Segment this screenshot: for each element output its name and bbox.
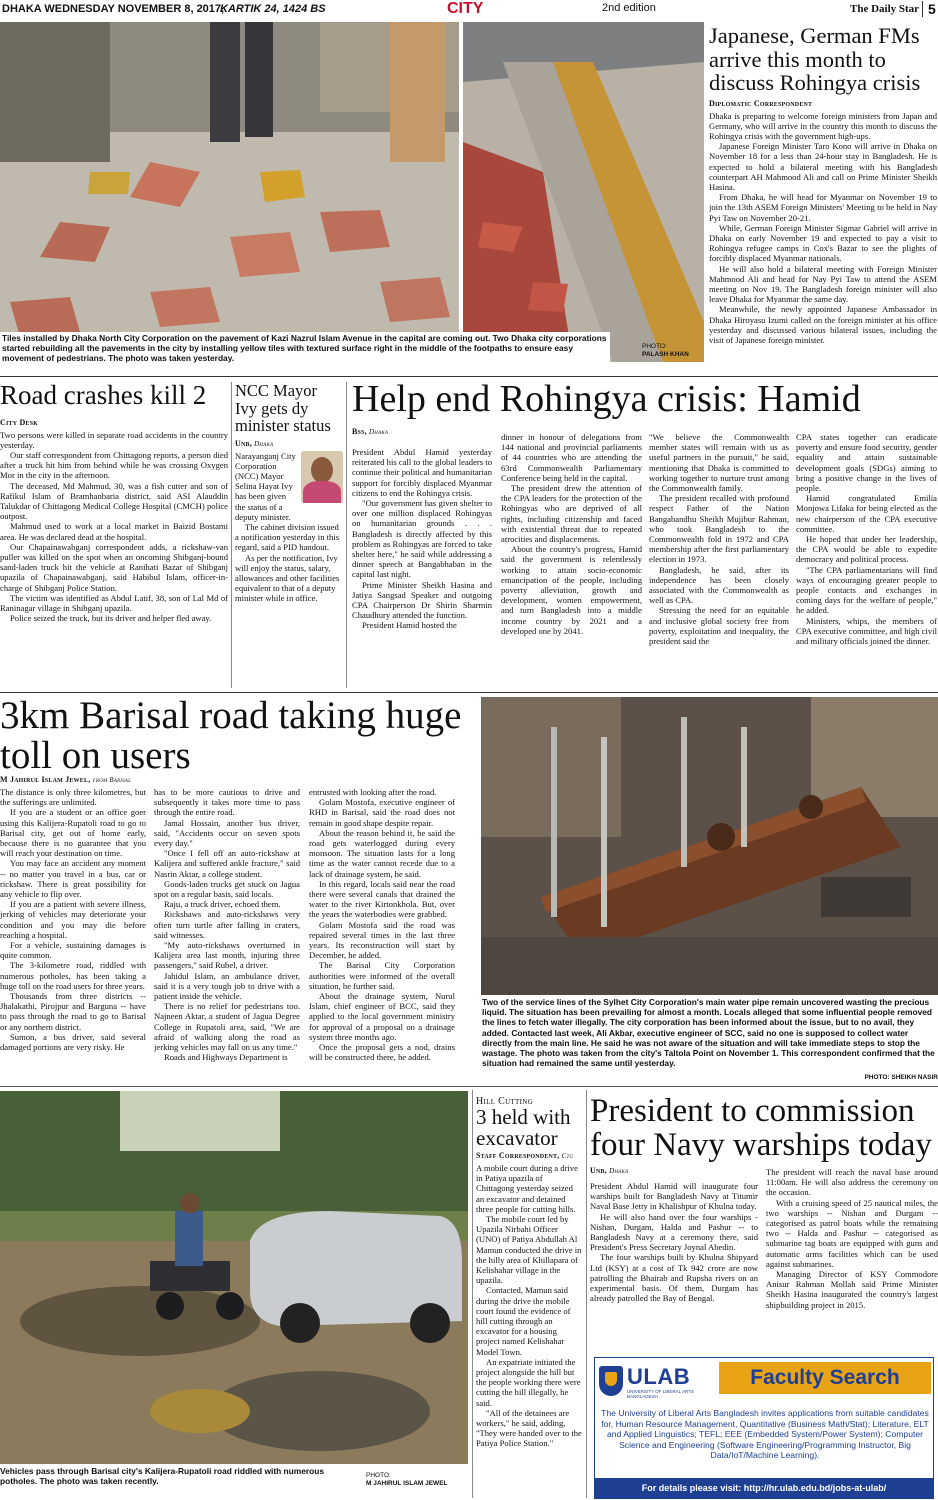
hamid-para: Ministers, whips, the members of CPA executive committee, and high civil and military officials joined the dinner.: [796, 615, 937, 647]
section-label: CITY: [447, 0, 484, 17]
barisal-para: "Once I fell off an auto-rickshaw at Kalijera and suffered ankle fracture," said Nasrin Aktar, a college student.: [154, 848, 300, 879]
edition-label: 2nd edition: [602, 2, 656, 14]
ulab-advertisement: [594, 1357, 934, 1499]
hamid-col-3: [649, 432, 789, 690]
hamid-para: The president drew the attention of the CPA leaders for the protection of the Rohingyas who are deprived of all rights, including citizenship and faced with existential threat due to repeated atrocities and displacements.: [501, 483, 642, 545]
pavement-tiles-image: [0, 22, 459, 350]
ncc-mayor-byline: [235, 439, 343, 448]
photo-credit-label: PHOTO:: [642, 343, 667, 350]
byline-place: Dhaka: [369, 427, 389, 436]
barisal-para: Golam Mostofa said the road was repaired several times in the last three years. Its reconstruction will start by December, he added.: [309, 919, 455, 961]
hamid-para: "The CPA parliamentarians will find ways of encouraging greater people to people contacts and exchanges in coming days for the welfare of people," he added.: [796, 564, 937, 616]
road-crash-para: Two persons were killed in separate road accidents in the country yesterday.: [0, 429, 228, 450]
hamid-para: dinner in honour of delegations from 144 national and provincial parliaments of 44 countries who are attending the 63rd Commonwealth Parliamentary Conference being held in the capital.: [501, 432, 642, 483]
hill-cutting-para: A mobile court during a drive in Patiya upazila of Chittagong yesterday seized an excavator and detained three people for cutting hills.: [476, 1163, 578, 1214]
barisal-road-caption: Vehicles pass through Barisal city's Kalijera-Rupatoli road riddled with numerous potholes. The photo was taken recently.: [0, 1466, 325, 1487]
faculty-search-link[interactable]: For details please visit: http://hr.ulab.edu.bd/jobs-at-ulab/: [595, 1478, 933, 1498]
barisal-para: Rickshaws and auto-rickshaws very often turn turtle after falling in craters, said witnesses.: [154, 909, 300, 940]
navy-col-2: [766, 1167, 938, 1351]
hill-cutting-kicker: Hill Cutting: [476, 1096, 533, 1107]
fm-story-headline: Japanese, German FMs arrive this month to discuss Rohingya crisis: [709, 24, 921, 95]
barisal-col-2: [154, 787, 300, 1097]
barisal-para: entrusted with looking after the road.: [309, 787, 437, 797]
hamid-para: "We believe the Commonwealth member states will remain with us as useful partners in the pursuit," he said, mentioning that Dhaka is committed to working together to nurture trust among the Commonwealth family.: [649, 432, 789, 494]
masthead: [0, 0, 938, 22]
hamid-para: President Hamid hosted the: [362, 620, 457, 631]
road-crash-story: [0, 382, 228, 688]
hill-cutting-headline: 3 held with excavator: [476, 1105, 571, 1150]
hamid-para: Hamid congratulated Emilia Monjowa Lifaka for being elected as the new chairperson of the CPA executive committee.: [796, 493, 937, 534]
barisal-para: "My auto-rickshaws overturned in Kalijera area last month, injuring three passengers," said Rubel, a driver.: [154, 940, 300, 971]
fm-story-para: While, German Foreign Minister Sigmar Gabriel will arrive in Dhaka on early November 19 and expected to pay a visit to Rohingya refugee camps in Cox's Bazar to see the plights of forcibly displaced Myanmar nationals.: [709, 222, 937, 264]
road-crash-byline: City Desk: [0, 417, 39, 427]
navy-para: The four warships built by Khulna Shipyard Ltd (KSY) at a cost of Tk 942 crore are now patrolling the Bhairab and Rupsha rivers on an experimental basis. Of them, Durgam has already patrolled the Bay of Bengal.: [590, 1252, 758, 1304]
hamid-para: About the country's progress, Hamid said the government is relentlessly working to attain socio-economic emancipation of the people, including poverty alleviation, growth and development, women empowerment, and turn Bangladesh into a middle income country by 2021 and a developed one by 2041.: [501, 544, 642, 636]
barisal-para: If you are a student or an office goer using this Kalijera-Rupatoli road to go to Barisal city, get out of home early, because there is no guarantee that you will reach your destination on time.: [0, 807, 146, 859]
barisal-para: The distance is only three kilometres, but the sufferings are unlimited.: [0, 787, 146, 808]
barisal-para: Sumon, a bus driver, said several damaged portions are very risky. He: [0, 1031, 146, 1053]
navy-para: President Abdul Hamid will inaugurate four warships built for Bangladesh Navy at Titumir Naval Base Jetty in Khalishpur of Khulna today.: [590, 1181, 758, 1212]
ncc-mayor-body: [235, 451, 343, 604]
hamid-para: President Abdul Hamid yesterday reiterated his call to the global leaders to continue their political and humanitarian support for forcibly displaced Myanmar citizens to end the Rohingya crisis.: [352, 447, 492, 498]
hill-cutting-story: [476, 1096, 582, 1500]
hamid-para: The president recalled with profound respect Father of the Nation Bangabandhu Sheikh Mujibur Rahman, who took Bangladesh to the Commonwealth fold in 1972 and CPA membership after the first parliamentary election in 1973.: [649, 493, 789, 565]
potholed-road-image: [0, 1091, 468, 1464]
mayor-portrait: [301, 451, 343, 503]
hill-cutting-byline: [476, 1151, 582, 1160]
navy-col-1: [590, 1181, 758, 1351]
barisal-para: Raju, a truck driver, echoed them.: [164, 899, 281, 910]
ulab-shield-icon: [599, 1366, 623, 1396]
hamid-col-4: [796, 432, 937, 690]
fm-story-para: Dhaka is preparing to welcome foreign ministers from Japan and Germany, who will arrive in the country this month to discuss the Rohingya crisis with the government high-ups.: [709, 110, 937, 141]
fm-story: [709, 24, 937, 374]
hamid-para: Bangladesh, he said, after its independence has been closely associated with the Commonwealth as well as CPA.: [649, 564, 789, 606]
ncc-mayor-para: Narayanganj City Corporation (NCC) Mayor Selina Hayat Ivy has been given the status of a deputy minister.: [235, 450, 296, 522]
barisal-para: Goods-laden trucks get stuck on Jagua spot on a regular basis, said locals.: [154, 878, 300, 900]
barisal-col-3: [309, 787, 455, 1097]
road-crash-para: Our Chapainawabganj correspondent adds, a rickshaw-van puller was killed on the spot when an oncoming Shibganj-bound sand-laden truck hit the vehicle at Ranihati Bazar of Shibganj upazila of Chapainawabganj, said Habibul Islam, officer-in-charge of Shibganj Police Station.: [0, 541, 228, 593]
divider: [0, 376, 938, 377]
byline-place: Ctg: [561, 1152, 574, 1160]
road-crash-para: The deceased, Md Mahmud, 30, was a fish cutter and son of Rafikul Islam of Bramhanbaria district, said ASI Alauddin Talukdar of Chittagong Medical College Hospital (CMCH) police outpost.: [0, 480, 228, 522]
ncc-mayor-para: As per the notification, Ivy will enjoy the status, salary, allowances and other facilities equivalent to that of a deputy minister while in office.: [235, 552, 340, 604]
byline-place: Dhaka: [609, 1167, 629, 1175]
barisal-para: Thousands from three districts -- Jhalakathi, Pirojpur and Barguna -- have to pass through the road to go to Barisal or any northern district.: [0, 991, 146, 1032]
hill-cutting-para: The mobile court led by Upazila Nirbahi Officer (UNO) of Patiya Abdullah Al Mamun conducted the drive in the hilly area of Khillapara of Kelishahar village in the upazila.: [476, 1214, 582, 1286]
byline-name: Unb,: [590, 1166, 607, 1175]
byline-name: M Jahirul Islam Jewel,: [0, 775, 91, 784]
byline-place: Dhaka: [254, 439, 274, 448]
hill-cutting-para: Contacted, Mamun said during the drive the mobile court found the evidence of hill cutting through an excavator for a housing project named Kelishahar Model Town.: [476, 1285, 571, 1357]
ulab-logo-text: ULAB: [627, 1364, 691, 1389]
pavement-photo-caption: Tiles installed by Dhaka North City Corporation on the pavement of Kazi Nazrul Islam Avenue in the capital are coming out. Two Dhaka city corporations started rebuilding all the pavements in the city by installing yellow tiles with textured surface right in the middle of the footpaths to ensure easy movement of pedestrians. The photo was taken yesterday.: [0, 332, 610, 368]
hill-cutting-para: An expatriate initiated the project alongside the hill but the people working there were cutting the hill illegally, he said.: [476, 1356, 581, 1408]
fm-story-para: From Dhaka, he will head for Myanmar on November 19 to join the 13th ASEM Foreign Ministers' Meeting to be held in Nay Pyi Taw on November 20-21.: [709, 192, 937, 223]
byline-name: Unb,: [235, 438, 252, 448]
barisal-headline: 3km Barisal road taking huge toll on users: [0, 696, 462, 777]
barisal-para: Golam Mostofa, executive engineer of RHD in Barisal, said the road does not remain in good shape despite repair.: [309, 797, 455, 828]
barisal-para: In this regard, locals said near the road there were several canals that drained the water to the river Kirtonkhola. But, over the years the waterbodies were grabbed.: [309, 878, 455, 920]
divider: [0, 692, 938, 693]
paper-logo: The Daily Star: [850, 3, 920, 15]
byline-place: from Barisal: [92, 776, 132, 784]
fm-story-para: Meanwhile, the newly appointed Japanese Ambassador in Dhaka Hiroyasu Izumi called on the foreign minister at his office yesterday and discussed various bilateral issues, including the visit of Japanese foreign minister.: [709, 304, 937, 345]
divider: [0, 1086, 938, 1087]
barisal-byline: [0, 775, 300, 784]
hill-cutting-body: [476, 1163, 582, 1449]
fm-story-byline: Diplomatic Correspondent: [709, 98, 813, 108]
ulab-logo-subtitle: UNIVERSITY OF LIBERAL ARTS BANGLADESH: [627, 1389, 694, 1399]
barisal-para: The Barisal City Corporation authorities were informed of the overall situation, he further said.: [309, 960, 455, 991]
navy-headline: President to commission four Navy warships today: [590, 1094, 932, 1163]
photo-credit-label: PHOTO:: [366, 1472, 391, 1479]
divider: [231, 382, 232, 688]
barisal-para: Jamal Hossain, another bus driver, said, "Accidents occur on seven spots every day.": [154, 817, 300, 849]
road-crash-headline: Road crashes kill 2: [0, 382, 207, 410]
byline-name: Staff Correspondent,: [476, 1151, 560, 1160]
hamid-col-1: [352, 447, 492, 690]
hamid-para: "Our government has given shelter to over one million displaced Rohingyas on humanitarian grounds . . . Bangladesh is directly affected by this problem as Rohingyas are forced to take shelter here," he said while addressing a dinner speech at Bangabhaban in the capital last night.: [352, 498, 492, 580]
ncc-mayor-headline: NCC Mayor Ivy gets dy minister status: [235, 382, 331, 435]
pavement-photo-credit: [642, 343, 704, 363]
road-crash-para: Police seized the truck, but its driver and helper fled away.: [10, 613, 212, 624]
ncc-mayor-para: The cabinet division issued a notification yesterday in this regard, said a PID handout.: [235, 521, 340, 553]
navy-para: The president will reach the naval base around 11:00am. He will also address the ceremony on the occasion.: [766, 1167, 938, 1198]
fm-story-body: [709, 111, 937, 346]
barisal-para: If you are a patient with severe illness, jerking of vehicles may deteriorate your condition and you may die before reaching a hospital.: [0, 899, 146, 940]
barisal-para: The 3-kilometre road, riddled with numerous potholes, has been taking a huge toll on the road users for three years.: [0, 960, 146, 991]
navy-para: Managing Director of KSY Commodore Anisur Rahman Mollah said Prime Minister Sheikh Hasina inaugurated the country's largest shipbuilding project in 2015.: [766, 1269, 938, 1310]
divider: [586, 1090, 587, 1498]
barisal-col-1: [0, 787, 146, 1097]
hill-cutting-para: "All of the detainees are workers," he said, adding, "They were handed over to the Patiya Police Station.": [476, 1407, 582, 1449]
page-number: 5: [922, 1, 936, 17]
byline-name: Bss,: [352, 426, 367, 436]
road-crash-para: Mahmud used to work at a local market in Baizid Bostami area. He was declared dead at the hospital.: [0, 521, 228, 542]
navy-para: With a cruising speed of 25 nautical miles, the two warships -- Nishan and Durgam -- categorised as patrol boats while the remaining two -- Halda and Pashur -- categorised as submarine tag boats are equipped with guns and automatic arms facilities which can be used against submarines.: [766, 1197, 938, 1269]
hamid-para: He hoped that under her leadership, the CPA would be able to expedite democracy and political process.: [796, 534, 937, 565]
water-pipe-caption: Two of the service lines of the Sylhet City Corporation's main water pipe remain uncovered wasting the precious liquid. The situation has been prevailing for almost a month. Locals alleged that some influential people removed the lines to fetch water illegally. The city corporation has been informed about the issue, but to no avail, they added. Contacted last week, Ali Akbar, executive engineer of SCC, said no one is supposed to collect water directly from the main line. He said he was not aware of the situation and will take immediate steps to stop the wastage. The photo was taken from the city's Taltola Point on November 1. This correspondent confirmed that the situation had remained the same until yesterday.: [482, 997, 935, 1069]
hamid-para: Stressing the need for an equitable and inclusive global society free from poverty, exploitation and inequality, the president said the: [649, 605, 789, 647]
fm-story-para: He will also hold a bilateral meeting with Foreign Minister Mahmood Ali and head for Nay Pyi Taw to attend the ASEM meeting on Nov 19. The Bangladesh foreign minister will also leave Dhaka for Myanmar the same day.: [709, 263, 937, 305]
hamid-para: CPA states together can eradicate poverty and ensure food security, gender equality and attain sustainable development goals (SDGs) aiming to bring a positive change in the lives of people.: [796, 432, 937, 494]
pavement-photo-right: [463, 22, 704, 362]
barisal-para: About the drainage system, Nurul Islam, chief engineer of BCC, said they applied to the local government ministry for approval of a proposal on a drainage system three months ago.: [309, 991, 455, 1042]
water-pipe-photo: [481, 697, 938, 995]
barisal-para: Once the proposal gets a nod, drains will be constructed there, he added.: [309, 1042, 455, 1063]
ulab-logo: [599, 1364, 709, 1404]
hamid-headline: Help end Rohingya crisis: Hamid: [352, 380, 861, 420]
road-crash-para: The victim was identified as Abdul Latif, 38, son of Lal Md of Raninagar village in Shibganj upazila.: [0, 592, 228, 613]
fm-story-para: Japanese Foreign Minister Taro Kono will arrive in Dhaka on November 18 for a less than 24-hour stay in Bangladesh. He is expected to hold a bilateral meeting with his Bangladesh counterpart AH Mahmood Ali and call on Prime Minister Sheikh Hasina.: [709, 141, 937, 192]
photo-credit-name: M JAHIRUL ISLAM JEWEL: [366, 1480, 448, 1487]
barisal-para: For a vehicle, sustaining damages is quite common.: [0, 940, 146, 961]
barisal-para: has to be more cautious to drive and subsequently it takes more time to pass through the entire road.: [154, 787, 300, 818]
divider: [472, 1090, 473, 1498]
road-crash-para: Our staff correspondent from Chittagong reports, a person died after a truck hit him from behind while he was crossing Oxygen Mor in the city in the afternoon.: [0, 449, 228, 481]
barisal-para: There is no relief for pedestrians too. Najneen Aktar, a student of Jagua Degree College in Rupatoli area, said, "We are afraid of walking along the road as jerking vehicles may fall on us any time.": [154, 1001, 300, 1053]
barisal-para: About the reason behind it, he said the road gets waterlogged during every monsoon. The situation lasts for a long time as the water cannot recede due to a lack of drainage system, he said.: [309, 827, 455, 879]
faculty-search-body: The University of Liberal Arts Bangladesh invites applications from suitable candidates for, Human Resource Management, Quantitative (Business Math/Stat); Literature, ELT and Applied Linguistics; TEFL; EEE (Embedded System/Power System); Computer Science and Engineering (Software Engineering/Programming Instructor, Big Data/IoT/Machine Learning).: [601, 1408, 929, 1461]
barisal-road-credit: [366, 1472, 470, 1494]
ncc-mayor-story: [235, 382, 343, 688]
faculty-search-title: Faculty Search: [719, 1362, 931, 1394]
navy-para: He will also hand over the four warships - Nishan, Durgam, Halda and Pashur -- to Bangladesh Navy at a ceremony there, said President's Press Secretary Joynal Abedin.: [590, 1211, 758, 1253]
water-pipe-credit: PHOTO: SHEIKH NASIR: [864, 1074, 938, 1081]
road-crash-body: [0, 430, 228, 624]
hamid-para: Prime Minister Sheikh Hasina and Jatiya Sangsad Speaker and outgoing CPA Chairperson Dr Shirin Sharmin Chaudhury attended the function.: [352, 579, 492, 621]
water-pipe-image: [481, 697, 938, 995]
bangla-date: KARTIK 24, 1424 BS: [220, 3, 326, 15]
hamid-col-2: [501, 432, 642, 690]
dateline: DHAKA WEDNESDAY NOVEMBER 8, 2017,: [2, 3, 225, 15]
pavement-photo-left: [0, 22, 459, 350]
barisal-para: Jahidul Islam, an ambulance driver, said it is a very tough job to drive with a patient inside the vehicle.: [154, 970, 300, 1002]
barisal-para: Roads and Highways Department is: [164, 1052, 288, 1063]
divider: [346, 382, 347, 688]
photo-credit-name: PALASH KHAN: [642, 351, 689, 358]
barisal-para: You may face an accident any moment -- no matter you travel in a bus, car or rickshaw. There is great possibility for any vehicle to flip over.: [0, 858, 146, 900]
barisal-road-photo: [0, 1091, 468, 1464]
yellow-tile-path-image: [463, 22, 704, 362]
